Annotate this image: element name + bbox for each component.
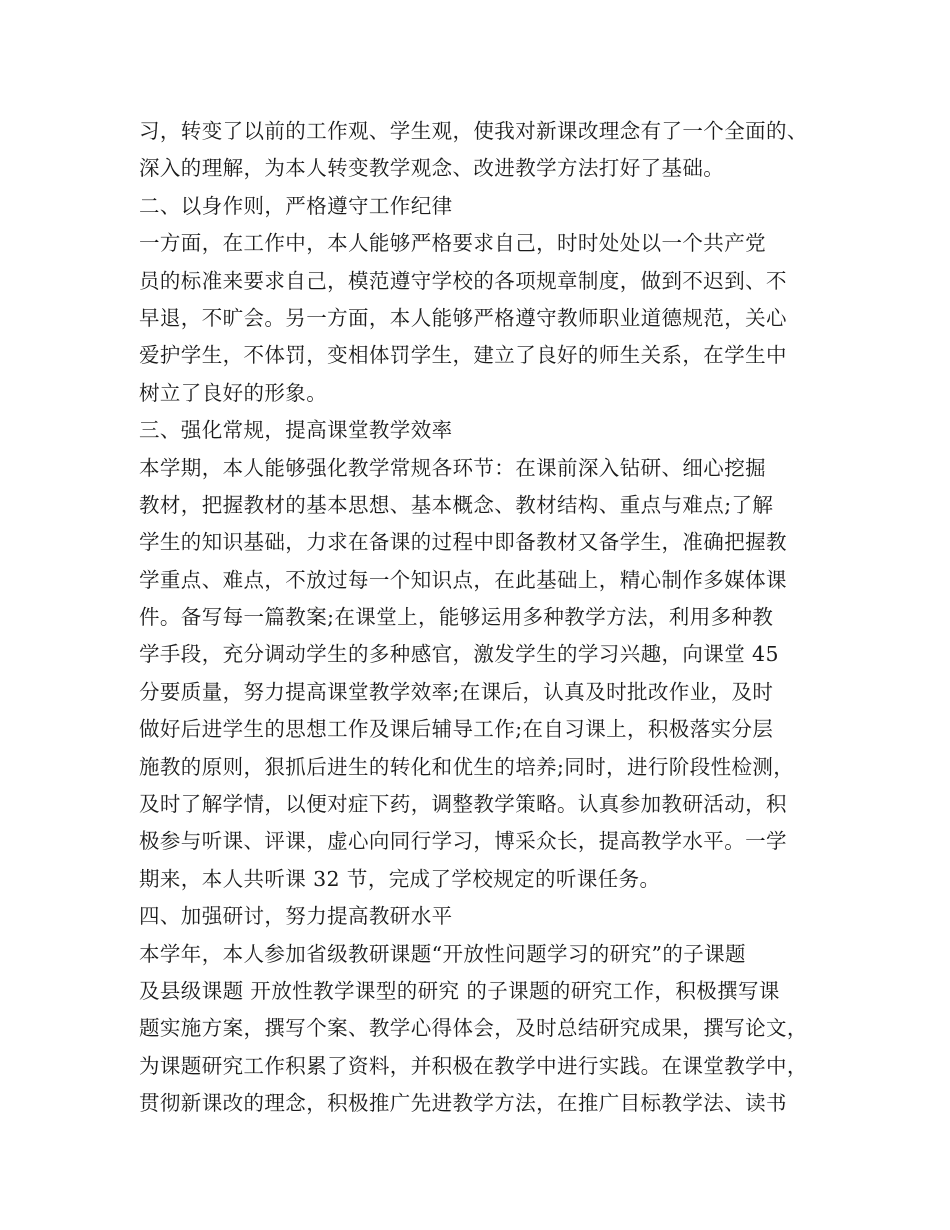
text-line: 学生的知识基础，力求在备课的过程中即备教材又备学生，准确把握教 [139, 530, 787, 555]
text-line: 教材，把握教材的基本思想、基本概念、教材结构、重点与难点;了解 [139, 492, 774, 517]
text-line: 做好后进学生的思想工作及课后辅导工作;在自习课上，积极落实分层 [139, 717, 774, 742]
text-line: 施教的原则，狠抓后进生的转化和优生的培养;同时，进行阶段性检测， [139, 754, 795, 779]
text-line: 早退，不旷会。另一方面，本人能够严格遵守教师职业道德规范，关心 [139, 305, 787, 330]
text-line: 学重点、难点，不放过每一个知识点，在此基础上，精心制作多媒体课 [139, 567, 787, 592]
text-line: 习，转变了以前的工作观、学生观，使我对新课改理念有了一个全面的、 [139, 119, 808, 143]
text-line: 极参与听课、评课，虚心向同行学习，博采众长，提高教学水平。一学 [139, 829, 787, 854]
text-line: 学手段，充分调动学生的多种感官，激发学生的学习兴趣，向课堂 45 [139, 642, 779, 667]
section-heading-3: 三、强化常规，提高课堂教学效率 [139, 418, 453, 443]
text-line: 一方面，在工作中，本人能够严格要求自己，时时处处以一个共产党 [139, 231, 766, 256]
text-line: 树立了良好的形象。 [139, 380, 328, 405]
text-line: 本学年，本人参加省级教研课题“开放性问题学习的研究”的子课题 [139, 941, 746, 966]
section-heading-4: 四、加强研讨，努力提高教研水平 [139, 904, 453, 929]
document-body [139, 113, 829, 1123]
text-line: 期来，本人共听课 32 节，完成了学校规定的听课任务。 [139, 866, 661, 891]
text-line: 及时了解学情，以便对症下药，调整教学策略。认真参加教研活动，积 [139, 792, 787, 817]
section-heading-2: 二、以身作则，严格遵守工作纪律 [139, 193, 453, 218]
text-line: 及县级课题 开放性教学课型的研究 的子课题的研究工作，积极撰写课 [139, 978, 780, 1003]
text-line: 题实施方案，撰写个案、教学心得体会，及时总结研究成果，撰写论文， [139, 1016, 808, 1041]
text-line: 员的标准来要求自己，模范遵守学校的各项规章制度，做到不迟到、不 [139, 268, 787, 293]
text-line: 件。备写每一篇教案;在课堂上，能够运用多种教学方法，利用多种教 [139, 605, 774, 630]
text-line: 为课题研究工作积累了资料，并积极在教学中进行实践。在课堂教学中， [139, 1053, 808, 1078]
text-line: 贯彻新课改的理念，积极推广先进教学方法，在推广目标教学法、读书 [139, 1091, 787, 1116]
text-line: 爱护学生，不体罚，变相体罚学生，建立了良好的师生关系，在学生中 [139, 343, 787, 368]
text-line: 深入的理解，为本人转变教学观念、改进教学方法打好了基础。 [139, 156, 725, 181]
text-line: 分要质量，努力提高课堂教学效率;在课后，认真及时批改作业，及时 [139, 679, 774, 704]
text-line: 本学期，本人能够强化教学常规各环节：在课前深入钻研、细心挖掘 [139, 455, 766, 480]
